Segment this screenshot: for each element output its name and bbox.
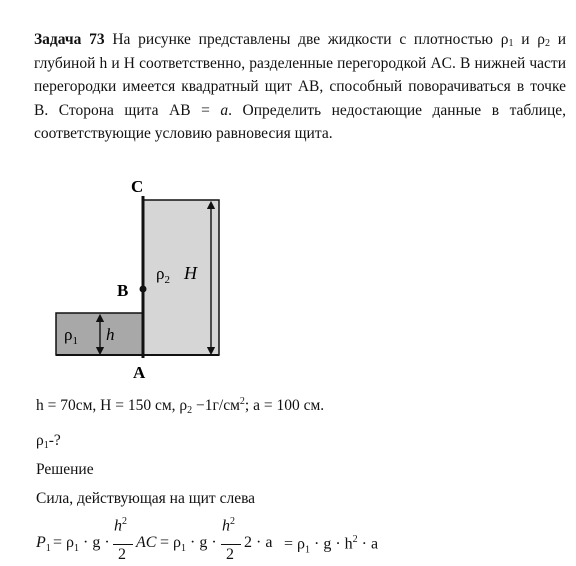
- right-density-label: $\rho_2$: [156, 264, 170, 286]
- givens-line: h = 70см, H = 150 см, $\rho_2 -1г/см^2$; a = 100 см.: [36, 396, 325, 416]
- unknown-line: $\rho_1-$?: [36, 432, 61, 451]
- solution-line: Сила, действующая на щит слева: [36, 490, 256, 507]
- fraction-bar: [221, 544, 241, 545]
- label-a: A: [133, 363, 146, 382]
- label-c: C: [131, 177, 144, 196]
- right-liquid: [143, 200, 219, 355]
- label-b: B: [117, 281, 129, 300]
- left-depth-label: h: [106, 325, 115, 344]
- force-formula: $P_1$ = $\rho_1 \cdot g$ · $h^2$ 2 AC = $\rho_1 \cdot g$ · $h^2$ 2 2 · a = $\rho_1 \cdot g \cdot h^2 \cdot a$: [36, 516, 379, 563]
- problem-title: Задача 73: [34, 31, 105, 48]
- hinge-b: [140, 286, 147, 293]
- problem-statement: Задача 73 На рисунке представлены две жидкости с плотностью $\rho_1$ и $\rho_2$ и глубиной h и H соответственно, разделенные перегородкой AC. В нижней части перегородки имеется квадратный щит AB, способный поворачиваться в точке B. Сторона щита AB = a. Определить недостающие данные в таблице, соответствующие условию равновесия щита.: [34, 31, 566, 142]
- left-density-label: $\rho_1$: [64, 325, 78, 347]
- right-depth-label: H: [184, 263, 197, 283]
- solution-heading: Решение: [36, 461, 94, 478]
- fraction-bar: [113, 544, 133, 545]
